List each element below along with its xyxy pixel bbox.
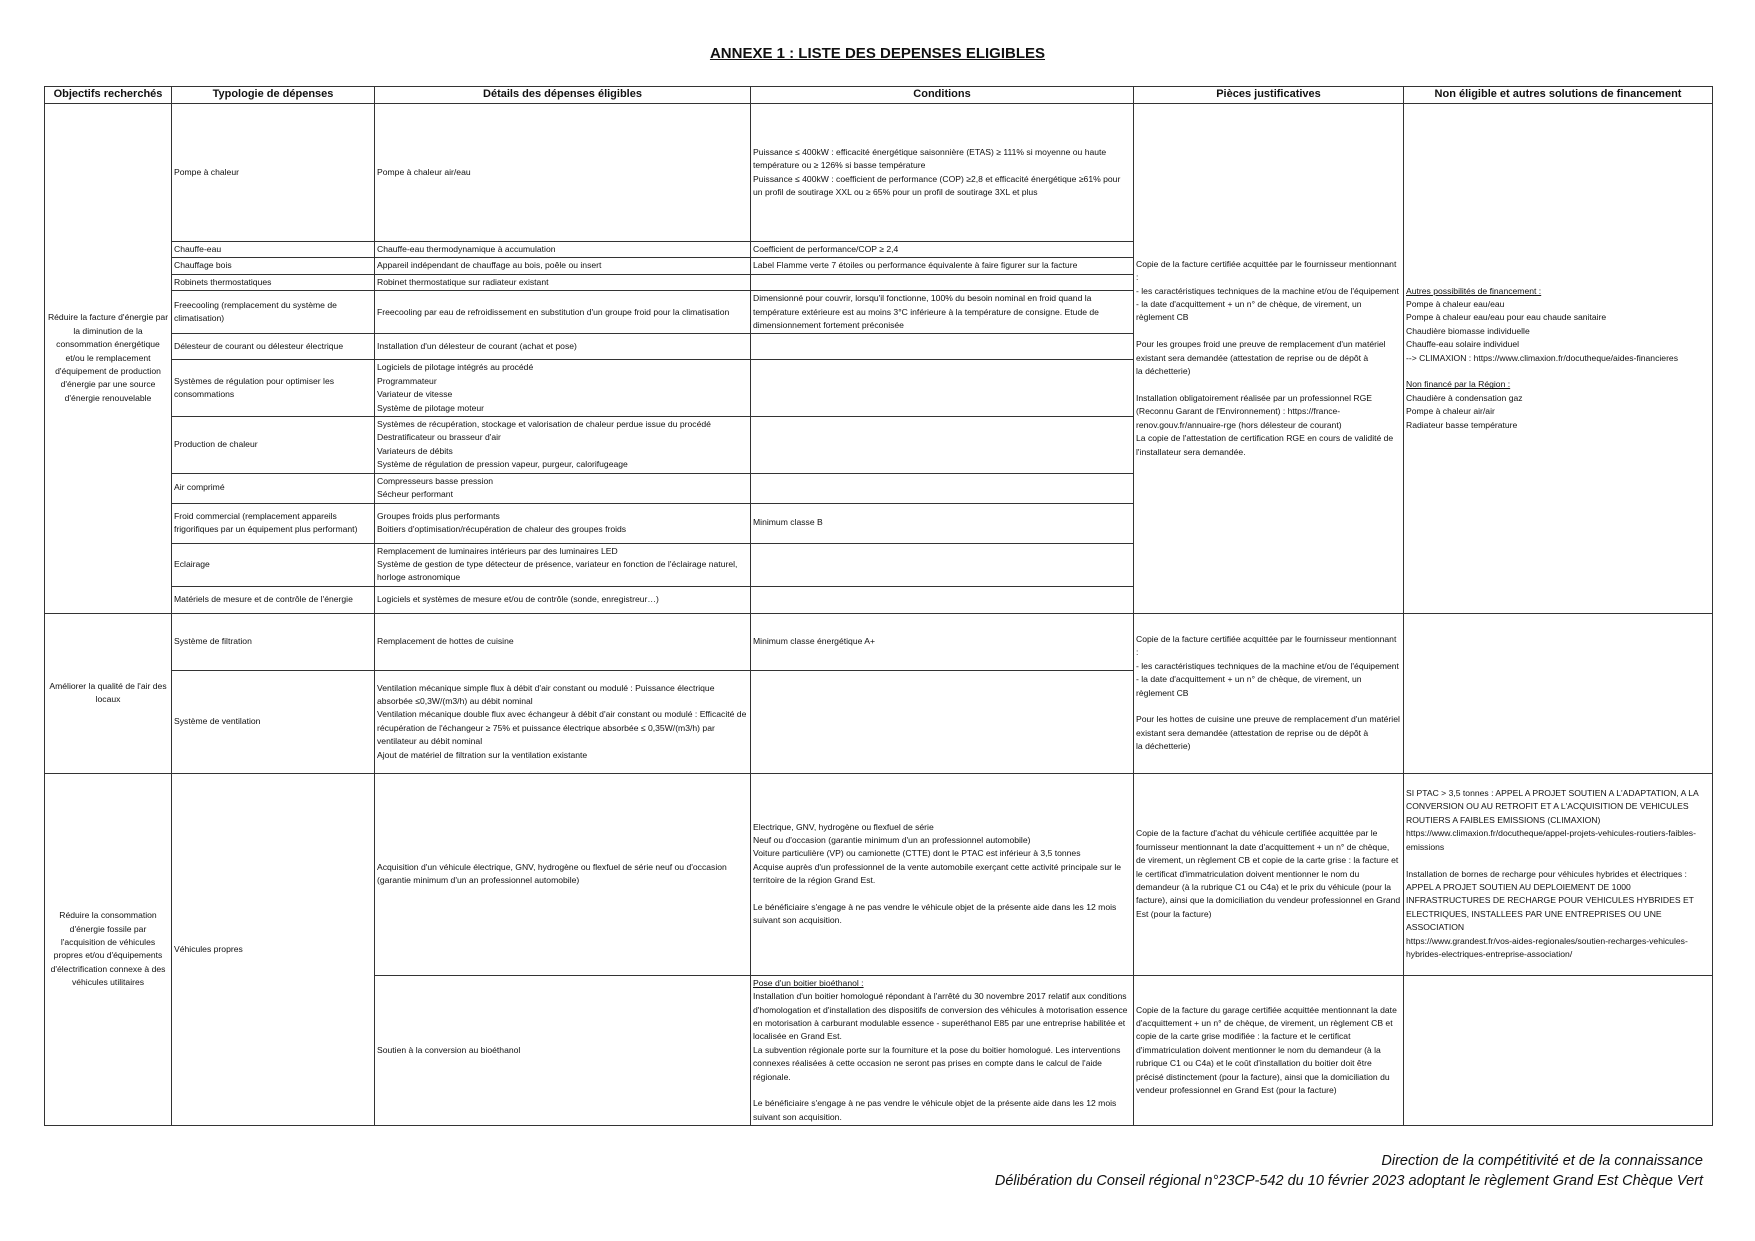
- table-row: [45, 613, 1713, 670]
- non-eligible-cell: SI PTAC > 3,5 tonnes : APPEL A PROJET SOUTIEN A L'ADAPTATION, A LA CONVERSION OU AU RETROFIT ET A L'ACQUISITION DE VEHICULES ROUTIERS A FAIBLES EMISSIONS (CLIMAXION) https://www.climaxion.fr/docutheque/appel-projets-vehicules-routiers-faibles-emissions Installation de bornes de recharge pour véhicules hybrides et électriques : APPEL A PROJET SOUTIEN AU DEPLOIEMENT DE 1000 INFRASTRUCTURES DE RECHARGE POUR VEHICULES HYBRIDES ET ELECTRIQUES, INSTALLEES PAR UNE ENTREPRISES OU UNE ASSOCIATION https://www.grandest.fr/vos-aides-regionales/soutien-recharges-vehicules-hybrides-electriques-entreprise-association/: [1404, 773, 1713, 975]
- details-cell: Logiciels et systèmes de mesure et/ou de contrôle (sonde, enregistreur…): [375, 586, 751, 613]
- conditions-cell: [751, 670, 1134, 773]
- details-cell: Acquisition d'un véhicule électrique, GNV, hydrogène ou flexfuel de série neuf ou d'occasion (garantie minimum d'un an professionnel automobile): [375, 773, 751, 975]
- type-cell: Production de chaleur: [172, 417, 375, 474]
- header-objectifs: Objectifs recherchés: [45, 87, 172, 104]
- objective-cell: Améliorer la qualité de l'air des locaux: [45, 613, 172, 773]
- header-non-eligible: Non éligible et autres solutions de financement: [1404, 87, 1713, 104]
- type-cell: Système de filtration: [172, 613, 375, 670]
- conditions-cell: [751, 274, 1134, 290]
- list-item: Pompe à chaleur air/air: [1406, 406, 1495, 417]
- table-row: [45, 104, 1713, 242]
- footer: [995, 1151, 1703, 1191]
- list-item: Pompe à chaleur eau/eau pour eau chaude sanitaire: [1406, 312, 1607, 323]
- type-cell: Freecooling (remplacement du système de climatisation): [172, 291, 375, 334]
- conditions-cell: Coefficient de performance/COP ≥ 2,4: [751, 242, 1134, 258]
- list-item: Pompe à chaleur eau/eau: [1406, 299, 1505, 310]
- table-row: [45, 773, 1713, 975]
- conditions-text: Installation d'un boitier homologué répondant à l'arrêté du 30 novembre 2017 relatif aux conditions d'homologation et d'installation des dispositifs de conversion des véhicules à motorisation essence en motorisation à carburant modulable essence - superéthanol E85 par une entreprise habilitée et localisée en Grand Est. La subvention régionale porte sur la fourniture et la pose du boitier homologué. Les interventions connexes réalisées à cette occasion ne seront pas prises en compte dans le calcul de l'aide régionale. Le bénéficiaire s'engage à ne pas vendre le véhicule objet de la présente aide dans les 12 mois suivant son acquisition.: [753, 991, 1128, 1122]
- conditions-cell: [751, 360, 1134, 417]
- details-cell: Remplacement de luminaires intérieurs par des luminaires LED Système de gestion de type détecteur de présence, variateur en fonction de l'éclairage naturel, horloge astronomique: [375, 543, 751, 586]
- header-details: Détails des dépenses éligibles: [375, 87, 751, 104]
- eligible-expenses-table: [44, 86, 1713, 1126]
- header-typologie: Typologie de dépenses: [172, 87, 375, 104]
- conditions-cell: Minimum classe énergétique A+: [751, 613, 1134, 670]
- conditions-cell: Minimum classe B: [751, 503, 1134, 543]
- details-cell: Appareil indépendant de chauffage au bois, poêle ou insert: [375, 258, 751, 274]
- pieces-cell: Copie de la facture d'achat du véhicule certifiée acquittée par le fournisseur mentionnant la date d'acquittement + un n° de chèque, de virement, un règlement CB et copie de la carte grise : la facture et le certificat d'immatriculation doivent mentionner le nom du demandeur (à la rubrique C1 ou C4a) et le prix du véhicule (pour la facture), ainsi que la domiciliation du vendeur professionnel en Grand Est (pour la facture): [1134, 773, 1404, 975]
- conditions-cell: [751, 473, 1134, 503]
- details-cell: Groupes froids plus performants Boitiers d'optimisation/récupération de chaleur des groupes froids: [375, 503, 751, 543]
- conditions-cell: Puissance ≤ 400kW : efficacité énergétique saisonnière (ETAS) ≥ 111% si moyenne ou haute température ou ≥ 126% si basse température Puissance ≤ 400kW : coefficient de performance (COP) ≥2,8 et efficacité énergétique ≥61% pour un profil de soutirage XXL ou ≥ 65% pour un profil de soutirage 3XL et plus: [751, 104, 1134, 242]
- details-cell: Installation d'un délesteur de courant (achat et pose): [375, 334, 751, 360]
- list-item: Chaudière biomasse individuelle: [1406, 325, 1530, 336]
- conditions-cell: [751, 417, 1134, 474]
- type-cell: Eclairage: [172, 543, 375, 586]
- details-cell: Ventilation mécanique simple flux à débit d'air constant ou modulé : Puissance électrique absorbée ≤0,3W/(m3/h) au débit nominal Ventilation mécanique double flux avec échangeur à débit d'air constant ou modulé : Efficacité de récupération de l'échangeur ≥ 75% et puissance électrique absorbée ≤ 0,35W/(m3/h) par ventilateur au débit nominal Ajout de matériel de filtration sur la ventilation existante: [375, 670, 751, 773]
- details-cell: Compresseurs basse pression Sécheur performant: [375, 473, 751, 503]
- type-cell: Chauffage bois: [172, 258, 375, 274]
- non-eligible-cell: [1404, 613, 1713, 773]
- type-cell: Système de ventilation: [172, 670, 375, 773]
- conditions-cell: [751, 334, 1134, 360]
- header-conditions: Conditions: [751, 87, 1134, 104]
- details-cell: Freecooling par eau de refroidissement en substitution d'un groupe froid pour la climatisation: [375, 291, 751, 334]
- details-cell: Logiciels de pilotage intégrés au procédé Programmateur Variateur de vitesse Système de pilotage moteur: [375, 360, 751, 417]
- conditions-cell: Label Flamme verte 7 étoiles ou performance équivalente à faire figurer sur la facture: [751, 258, 1134, 274]
- objective-cell: Réduire la facture d'énergie par la diminution de la consommation énergétique et/ou le remplacement d'équipement de production d'énergie par une source d'énergie renouvelable: [45, 104, 172, 614]
- details-cell: Chauffe-eau thermodynamique à accumulation: [375, 242, 751, 258]
- type-cell: Froid commercial (remplacement appareils frigorifiques par un équipement plus performant): [172, 503, 375, 543]
- autres-financement-heading: Autres possibilités de financement :: [1406, 285, 1542, 296]
- details-cell: Pompe à chaleur air/eau: [375, 104, 751, 242]
- type-cell: Systèmes de régulation pour optimiser les consommations: [172, 360, 375, 417]
- page-title: ANNEXE 1 : LISTE DES DEPENSES ELIGIBLES: [709, 45, 1046, 62]
- list-item: --> CLIMAXION : https://www.climaxion.fr/docutheque/aides-financieres: [1406, 352, 1679, 363]
- list-item: Chaudière à condensation gaz: [1406, 392, 1523, 403]
- objective-cell: Réduire la consommation d'énergie fossile par l'acquisition de véhicules propres et/ou d'équipements d'électrification connexe à des véhicules utilitaires: [45, 773, 172, 1125]
- type-cell: Robinets thermostatiques: [172, 274, 375, 290]
- list-item: Chauffe-eau solaire individuel: [1406, 339, 1520, 350]
- header-pieces: Pièces justificatives: [1134, 87, 1404, 104]
- non-eligible-cell: [1404, 975, 1713, 1125]
- conditions-heading: Pose d'un boitier bioéthanol :: [753, 977, 864, 988]
- type-cell: Matériels de mesure et de contrôle de l'énergie: [172, 586, 375, 613]
- non-finance-heading: Non financé par la Région :: [1406, 379, 1511, 390]
- conditions-cell: [751, 586, 1134, 613]
- type-cell: Air comprimé: [172, 473, 375, 503]
- conditions-cell: [751, 975, 1134, 1125]
- conditions-cell: Dimensionné pour couvrir, lorsqu'il fonctionne, 100% du besoin nominal en froid quand la température extérieure est au moins 3°C inférieure à la température de consigne. Etude de dimensionnement fortement préconisée: [751, 291, 1134, 334]
- pieces-cell: Copie de la facture certifiée acquittée par le fournisseur mentionnant : - les caractéristiques techniques de la machine et/ou de l'équipement - la date d'acquittement + un n° de chèque, de virement, un règlement CB Pour les hottes de cuisine une preuve de remplacement d'un matériel existant sera demandée (attestation de reprise ou de dépôt à la déchetterie): [1134, 613, 1404, 773]
- footer-direction: Direction de la compétitivité et de la connaissance: [1381, 1153, 1703, 1169]
- list-item: Radiateur basse température: [1406, 419, 1518, 430]
- conditions-cell: Electrique, GNV, hydrogène ou flexfuel de série Neuf ou d'occasion (garantie minimum d'un an professionnel automobile) Voiture particulière (VP) ou camionette (CTTE) dont le PTAC est inférieur à 3,5 tonnes Acquise auprès d'un professionnel de la vente automobile exerçant cette activité principale sur le territoire de la région Grand Est. Le bénéficiaire s'engage à ne pas vendre le véhicule objet de la présente aide dans les 12 mois suivant son acquisition.: [751, 773, 1134, 975]
- details-cell: Systèmes de récupération, stockage et valorisation de chaleur perdue issue du procédé Destratificateur ou brasseur d'air Variateurs de débits Système de régulation de pression vapeur, purgeur, calorifugeage: [375, 417, 751, 474]
- pieces-cell: Copie de la facture certifiée acquittée par le fournisseur mentionnant : - les caractéristiques techniques de la machine et/ou de l'équipement - la date d'acquittement + un n° de chèque, de virement, un règlement CB Pour les groupes froid une preuve de remplacement d'un matériel existant sera demandée (attestation de reprise ou de dépôt à la déchetterie) Installation obligatoirement réalisée par un professionnel RGE (Reconnu Garant de l'Environnement) : https://france-renov.gouv.fr/annuaire-rge (hors délesteur de courant) La copie de l'attestation de certification RGE en cours de validité de l'installateur sera demandée.: [1134, 104, 1404, 614]
- type-cell: Délesteur de courant ou délesteur électrique: [172, 334, 375, 360]
- details-cell: Remplacement de hottes de cuisine: [375, 613, 751, 670]
- footer-deliberation: Délibération du Conseil régional n°23CP-542 du 10 février 2023 adoptant le règlement Grand Est Chèque Vert: [994, 1173, 1703, 1189]
- conditions-cell: [751, 543, 1134, 586]
- details-cell: Soutien à la conversion au bioéthanol: [375, 975, 751, 1125]
- table-header-row: [45, 87, 1713, 104]
- type-cell: Pompe à chaleur: [172, 104, 375, 242]
- type-cell: Véhicules propres: [172, 773, 375, 1125]
- pieces-cell: Copie de la facture du garage certifiée acquittée mentionnant la date d'acquittement + un n° de chèque, de virement, un règlement CB et copie de la carte grise modifiée : la facture et le certificat d'immatriculation doivent mentionner le nom du demandeur (à la rubrique C1 ou C4a) et le coût d'installation du boitier doit être précisé distinctement (pour la facture), ainsi que la domiciliation du vendeur professionnel en Grand Est (pour la facture): [1134, 975, 1404, 1125]
- details-cell: Robinet thermostatique sur radiateur existant: [375, 274, 751, 290]
- non-eligible-cell: [1404, 104, 1713, 614]
- type-cell: Chauffe-eau: [172, 242, 375, 258]
